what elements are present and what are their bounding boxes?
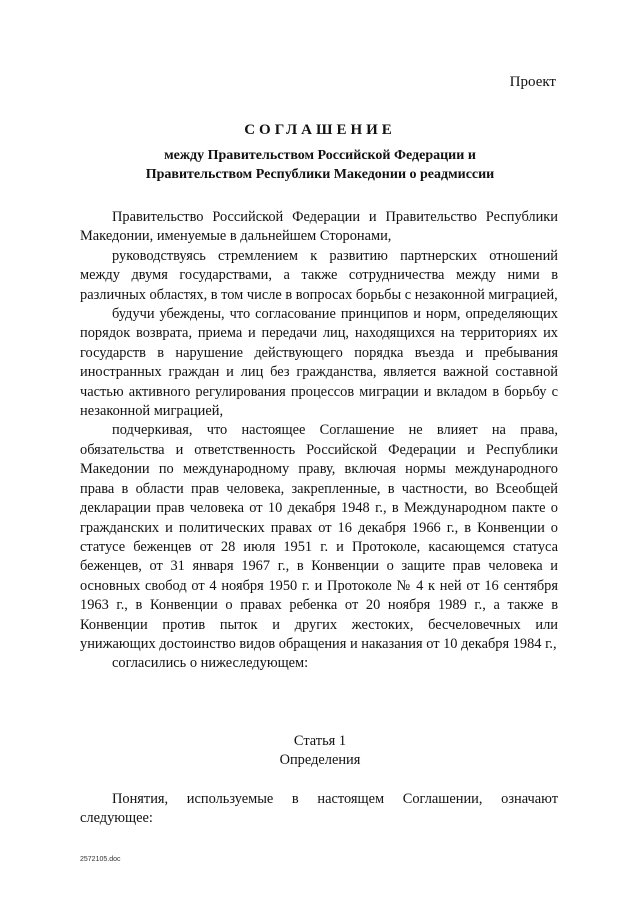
document-title: СОГЛАШЕНИЕ: [244, 122, 396, 138]
preamble-paragraph: будучи убеждены, что согласование принципов и норм, определяющих порядок возврата, приема и передачи лиц, находящихся на территориях их государств в нарушение действующего порядка въезда и пребывания иностранных граждан и лиц без гражданства, является важной составной частью активного регулирования процессов миграции и вкладом в борьбу с незаконной миграцией,: [80, 306, 558, 420]
preamble-paragraph: Правительство Российской Федерации и Правительство Республики Македонии, именуемые в дальнейшем Сторонами,: [80, 209, 558, 245]
subtitle-line-1: между Правительством Российской Федерации и: [164, 148, 476, 163]
article-heading: Определения: [279, 752, 361, 769]
article-intro: Понятия, используемые в настоящем Соглашении, означают следующее:: [80, 791, 558, 827]
document-subtitle: [70, 146, 570, 184]
preamble-paragraph: подчеркивая, что настоящее Соглашение не влияет на права, обязательства и ответственность Российской Федерации и Республики Македонии по международному праву, включая нормы международного права в области прав человека, закрепленные, в частности, во Всеобщей декларации прав человека от 10 декабря 1948 г., в Международном пакте о гражданских и политических правах от 16 декабря 1966 г., в Конвенции о статусе беженцев от 28 июля 1951 г. и Протоколе, касающемся статуса беженцев, от 31 января 1967 г., в Конвенции о защите прав человека и основных свобод от 4 ноября 1950 г. и Протоколе № 4 к ней от 16 сентября 1963 г., в Конвенции о правах ребенка от 20 ноября 1989 г., а также в Конвенции против пыток и других жестоких, бесчеловечных или унижающих достоинство видов обращения и наказания от 10 декабря 1984 г.,: [80, 422, 558, 652]
preamble-paragraph: согласились о нижеследующем:: [112, 655, 309, 672]
article-number: Статья 1: [293, 733, 347, 749]
preamble: [80, 208, 558, 674]
subtitle-line-2: Правительством Республики Македонии о реадмиссии: [145, 167, 495, 182]
article-header: [0, 732, 640, 771]
draft-label: Проект: [509, 74, 556, 90]
file-code: 2572105.doc: [80, 856, 121, 863]
preamble-paragraph: руководствуясь стремлением к развитию партнерских отношений между двумя государствами, а также сотрудничества между ними в различных областях, в том числе в вопросах борьбы с незаконной миграцией,: [80, 247, 558, 303]
